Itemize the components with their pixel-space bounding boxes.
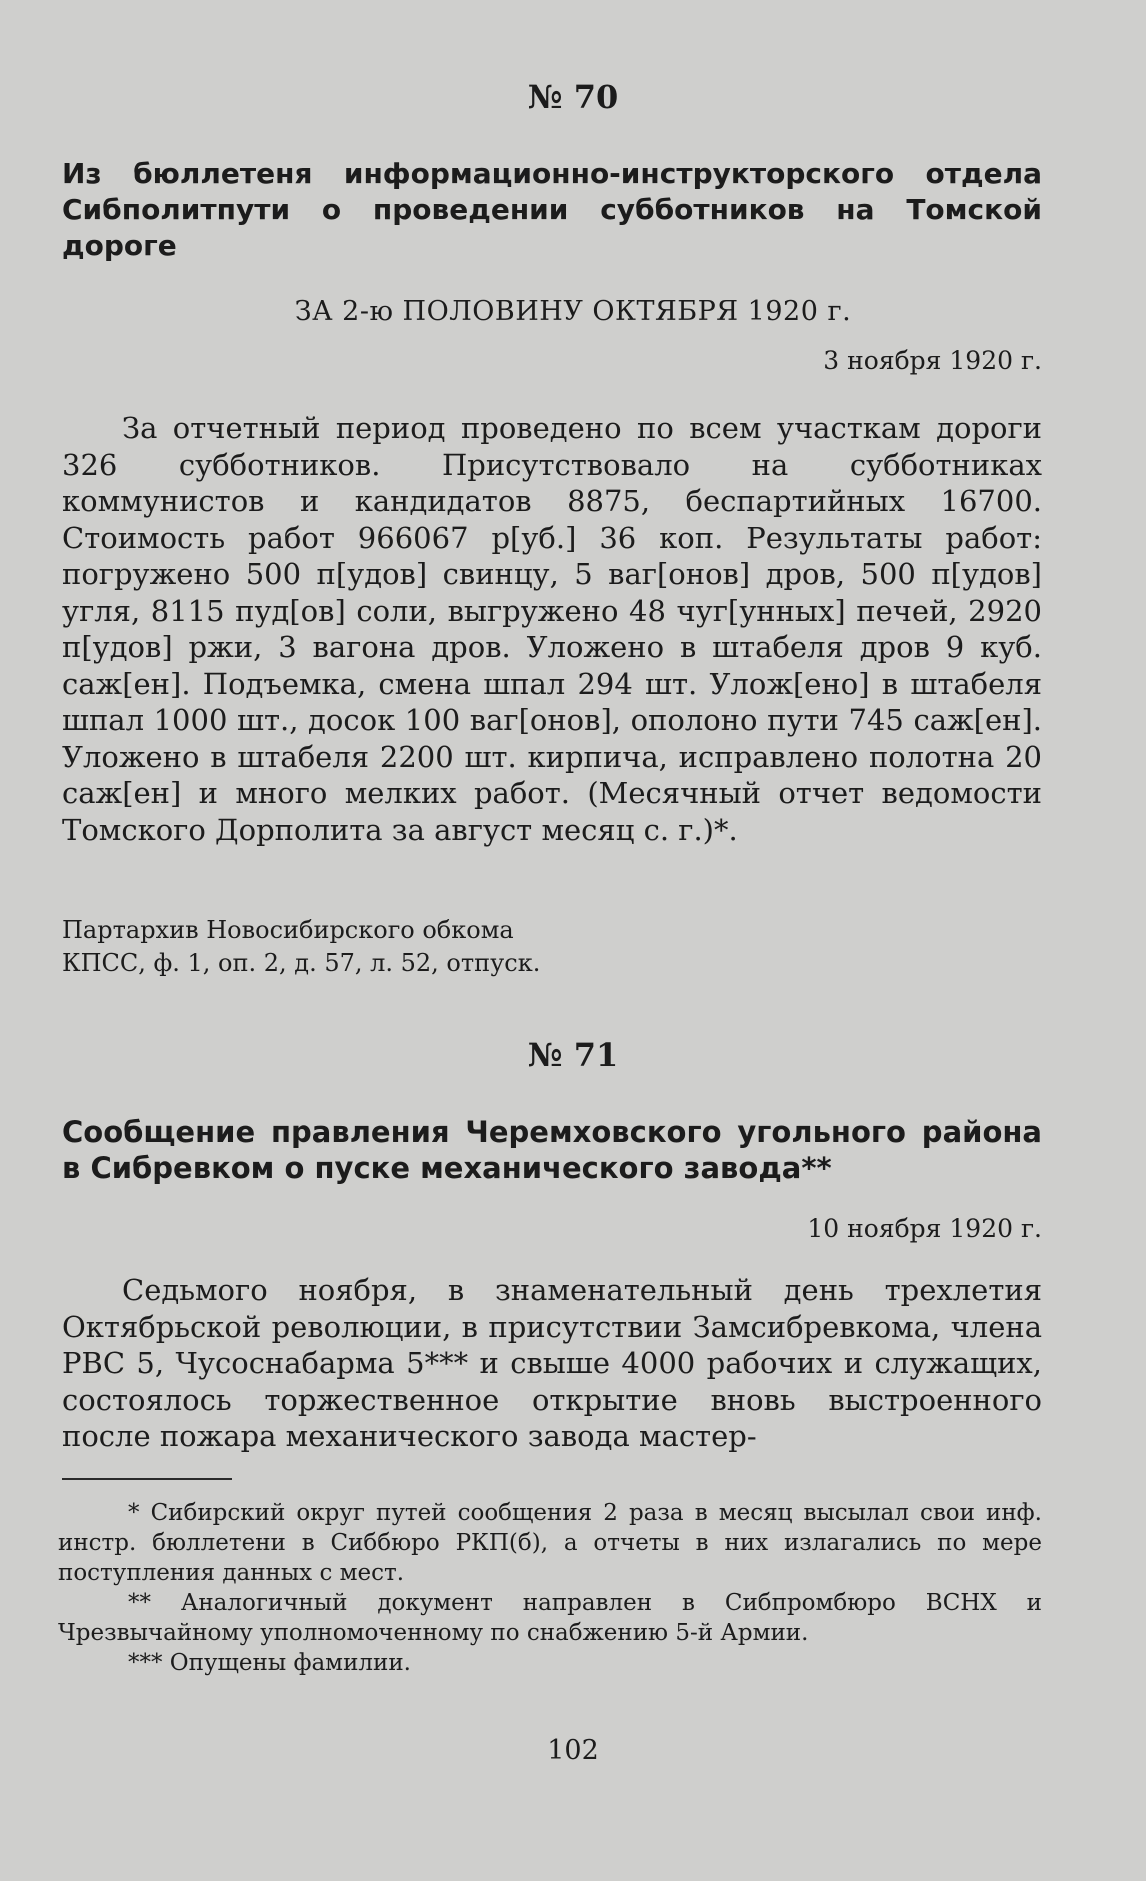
- document-number-70: № 70: [527, 78, 619, 116]
- document-date-70: 3 ноября 1920 г.: [823, 346, 1042, 375]
- footnote-1: * Сибирский округ путей сообщения 2 раза в месяц высылал свои инф. инстр. бюллетени в Сиббюро РКП(б), а отчеты в них излагались по мере поступления данных с мест.: [58, 1500, 1042, 1586]
- archive-line-2: КПСС, ф. 1, оп. 2, д. 57, л. 52, отпуск.: [62, 949, 541, 977]
- document-title-70: Из бюллетеня информационно-инструкторского отдела Сибполитпути о проведении субботников на Томской дороге: [62, 157, 1042, 262]
- archive-line-1: Партархив Новосибирского обкома: [62, 916, 514, 944]
- page-number: 102: [547, 1735, 599, 1766]
- document-date-71: 10 ноября 1920 г.: [807, 1214, 1042, 1243]
- document-title-71: Сообщение правления Черемховского угольного района в Сибревком о пуске механического завода**: [62, 1115, 1042, 1185]
- footnote-3: *** Опущены фамилии.: [128, 1650, 411, 1676]
- document-number-71: № 71: [527, 1036, 619, 1074]
- document-body-70: За отчетный период проведено по всем участкам дороги 326 субботников. Присутствовало на субботниках коммунистов и кандидатов 8875, беспартийных 16700. Стоимость работ 966067 р[уб.] 36 коп. Результаты работ: погружено 500 п[удов] свинцу, 5 ваг[онов] дров, 500 п[удов] угля, 8115 пуд[ов] соли, выгружено 48 чуг[унных] печей, 2920 п[удов] ржи, 3 вагона дров. Уложено в штабеля дров 9 куб. саж[ен]. Подъемка, смена шпал 294 шт. Улож[ено] в штабеля шпал 1000 шт., досок 100 ваг[онов], ополоно пути 745 саж[ен]. Уложено в штабеля 2200 шт. кирпича, исправлено полотна 20 саж[ен] и много мелких работ. (Месячный отчет ведомости Томского Дорполита за август месяц с. г.)*.: [62, 411, 1042, 847]
- document-body-71: Седьмого ноября, в знаменательный день трехлетия Октябрьской революции, в присутствии Замсибревкома, члена РВС 5, Чусоснабарма 5*** и свыше 4000 рабочих и служащих, состоялось торжественное открытие вновь выстроенного после пожара механического завода мастер-: [62, 1273, 1042, 1453]
- archive-reference-70: [62, 914, 702, 980]
- footnote-2: ** Аналогичный документ направлен в Сибпромбюро ВСНХ и Чрезвычайному уполномоченному по снабжению 5-й Армии.: [58, 1590, 1042, 1646]
- document-subtitle-70: ЗА 2-ю ПОЛОВИНУ ОКТЯБРЯ 1920 г.: [294, 296, 852, 327]
- footnote-divider: [62, 1478, 232, 1480]
